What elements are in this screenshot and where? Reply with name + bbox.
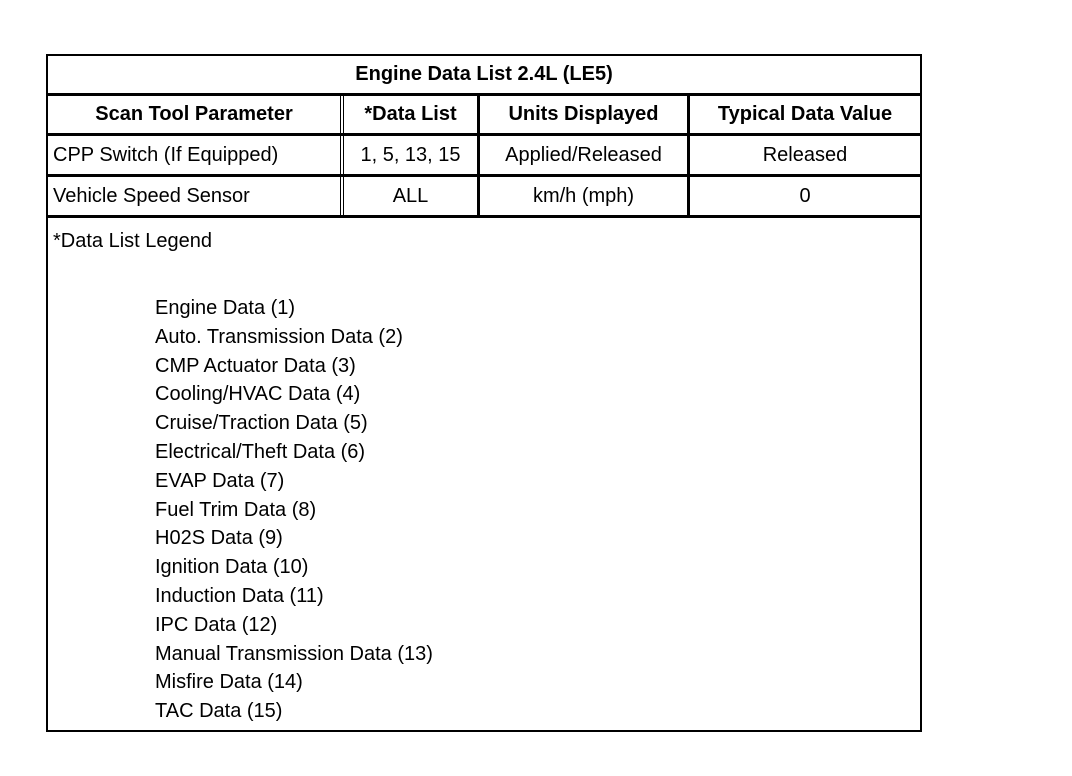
header-typical-data-value: Typical Data Value <box>717 103 893 125</box>
legend-item: Auto. Transmission Data (2) <box>155 325 403 348</box>
legend-item: Induction Data (11) <box>155 584 324 607</box>
legend-item: TAC Data (15) <box>155 700 283 723</box>
legend-item: Misfire Data (14) <box>155 671 303 694</box>
data-list-cell: 1, 5, 13, 15 <box>344 136 480 174</box>
typical-value-cell: 0 <box>799 184 811 207</box>
legend-item: CMP Actuator Data (3) <box>155 354 356 377</box>
typical-value-cell: Released <box>762 143 848 166</box>
table-header-row <box>48 96 920 136</box>
header-units-displayed: Units Displayed <box>480 96 690 133</box>
table-row <box>48 136 920 177</box>
data-list-cell: ALL <box>344 177 480 215</box>
legend-title: *Data List Legend <box>53 230 213 252</box>
units-cell: km/h (mph) <box>480 177 690 215</box>
legend-item: Manual Transmission Data (13) <box>155 642 433 665</box>
data-list-legend <box>48 218 920 730</box>
legend-item: Fuel Trim Data (8) <box>155 498 317 521</box>
legend-item: EVAP Data (7) <box>155 469 285 492</box>
header-data-list: *Data List <box>344 96 480 133</box>
legend-item: Engine Data (1) <box>155 297 296 319</box>
legend-item: Cooling/HVAC Data (4) <box>155 383 361 406</box>
legend-item: Cruise/Traction Data (5) <box>155 412 368 435</box>
legend-item: IPC Data (12) <box>155 613 278 636</box>
header-scan-tool-parameter: Scan Tool Parameter <box>48 96 344 133</box>
legend-item: Electrical/Theft Data (6) <box>155 440 366 463</box>
legend-list <box>155 294 433 726</box>
engine-data-table <box>46 54 922 732</box>
table-title: Engine Data List 2.4L (LE5) <box>48 56 920 96</box>
legend-item: H02S Data (9) <box>155 527 283 550</box>
parameter-cell: Vehicle Speed Sensor <box>48 177 344 215</box>
table-row <box>48 177 920 218</box>
units-cell: Applied/Released <box>480 136 690 174</box>
parameter-cell: CPP Switch (If Equipped) <box>48 136 344 174</box>
legend-item: Ignition Data (10) <box>155 556 309 579</box>
